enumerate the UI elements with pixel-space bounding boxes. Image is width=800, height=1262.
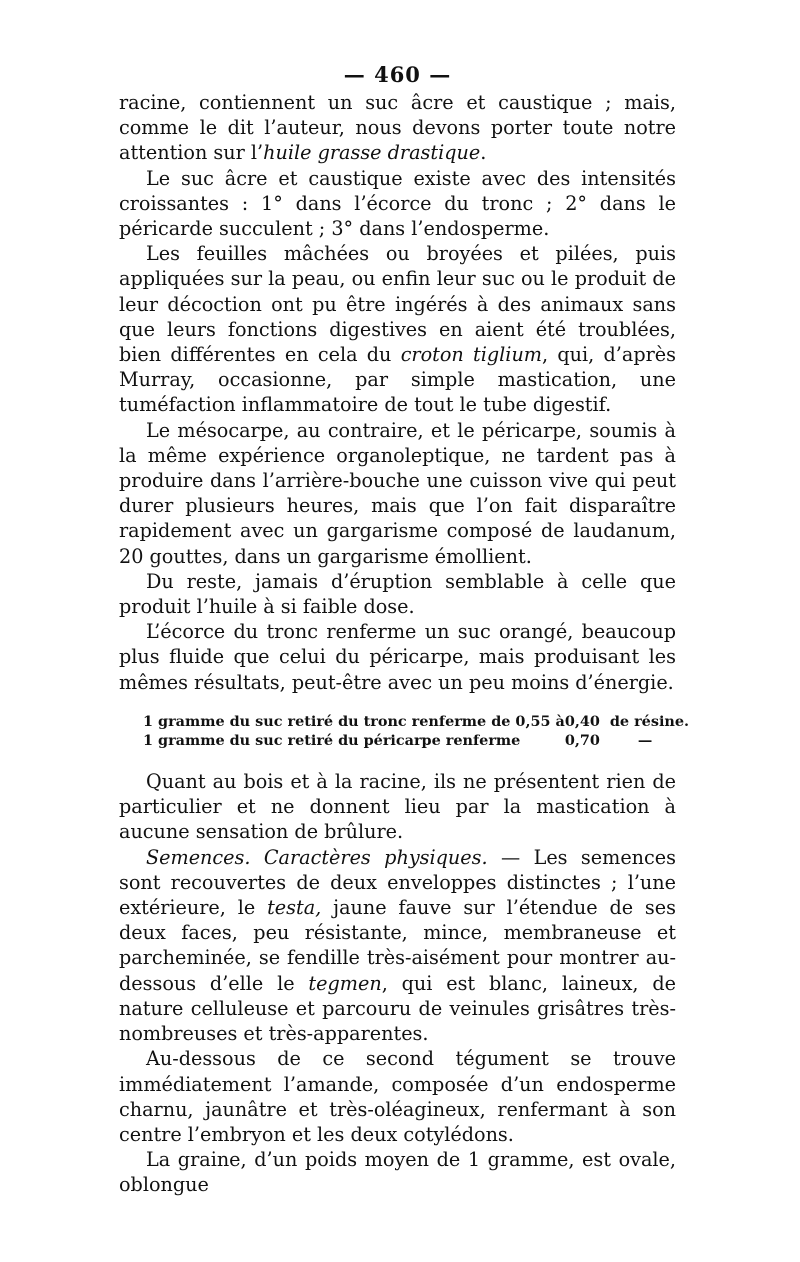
- italic-term: croton tiglium: [400, 343, 542, 367]
- table-cell-unit: [604, 731, 689, 751]
- text-span: Les feuilles mâchées ou broyées et pilées, puis appliquées sur la peau, ou enfin leur suc ou le produit de leur décoction ont pu être ingérés à des animaux sans que leurs fonctions digestives en aient été troublées, bien différentes en cela du: [119, 242, 676, 367]
- text-span: — Les semences sont recouvertes de deux enveloppes distinctes ; l’une extérieure, le: [119, 845, 676, 920]
- ditto-dash: —: [637, 732, 653, 750]
- paragraph-1: [119, 90, 676, 166]
- table-row: [119, 731, 689, 751]
- italic-term: huile grasse drastique: [263, 141, 481, 165]
- resin-table: [119, 712, 689, 751]
- paragraph-10: La graine, d’un poids moyen de 1 gramme, est ovale, oblongue: [119, 1148, 676, 1197]
- italic-term: testa,: [267, 896, 322, 920]
- italic-heading: Semences. Caractères physiques.: [146, 845, 488, 869]
- paragraph-2: Le suc âcre et caustique existe avec des intensités croissantes : 1° dans l’écorce du tronc ; 2° dans le péricarde succulent ; 3° dans l’endosperme.: [119, 166, 676, 241]
- text-span: , qui est blanc, laineux, de nature celluleuse et parcouru de veinules grisâtres très-nombreuses et très-apparentes.: [119, 971, 676, 1046]
- document-page: [119, 62, 690, 1198]
- italic-term: tegmen: [308, 971, 382, 995]
- text-span: .: [480, 141, 487, 165]
- page-number: — 460 —: [343, 62, 452, 87]
- paragraph-4: Le mésocarpe, au contraire, et le péricarpe, soumis à la même expérience organoleptique, ne tardent pas à produire dans l’arrière-bouche une cuisson vive qui peut durer plusieurs heures, mais que l’on fait disparaître rapidement avec un gargarisme composé de laudanum, 20 gouttes, dans un gargarisme émollient.: [119, 418, 676, 568]
- paragraph-5: Du reste, jamais d’éruption semblable à celle que produit l’huile à si faible dose.: [119, 569, 676, 619]
- table-cell-desc: 1 gramme du suc retiré du tronc renferme de 0,55 à: [143, 712, 565, 730]
- paragraph-8: [119, 845, 676, 1047]
- paragraph-9: Au-dessous de ce second tégument se trouve immédiatement l’amande, composée d’un endosperme charnu, jaunâtre et très-oléagineux, renfermant à son centre l’embryon et les deux cotylédons.: [119, 1047, 676, 1146]
- table-cell-desc: 1 gramme du suc retiré du péricarpe renferme: [143, 732, 521, 750]
- table-cell-value: 0,70: [564, 732, 600, 750]
- text-span: racine, contiennent un suc âcre et caustique ; mais, comme le dit l’auteur, nous devons porter toute notre attention sur l’: [119, 91, 676, 165]
- table-cell-value: 0,40: [564, 712, 600, 730]
- paragraph-7: Quant au bois et à la racine, ils ne présentent rien de particulier et ne donnent lieu par la mastication à aucune sensation de brûlure.: [119, 770, 676, 844]
- table-cell-unit: de résine.: [609, 712, 690, 730]
- table-row: [119, 712, 689, 732]
- text-span: jaune fauve sur l’étendue de ses deux faces, peu résistante, mince, membraneuse et parcheminée, se fendille très-aisément pour montrer au-dessous d’elle le: [119, 896, 676, 995]
- text-span: , qui, d’après Murray, occasionne, par simple mastication, une tuméfaction inflammatoire de tout le tube digestif.: [119, 343, 676, 417]
- paragraph-3: [119, 241, 676, 417]
- paragraph-6: L’écorce du tronc renferme un suc orangé, beaucoup plus fluide que celui du péricarpe, mais produisant les mêmes résultats, peut-être avec un peu moins d’énergie.: [119, 620, 676, 694]
